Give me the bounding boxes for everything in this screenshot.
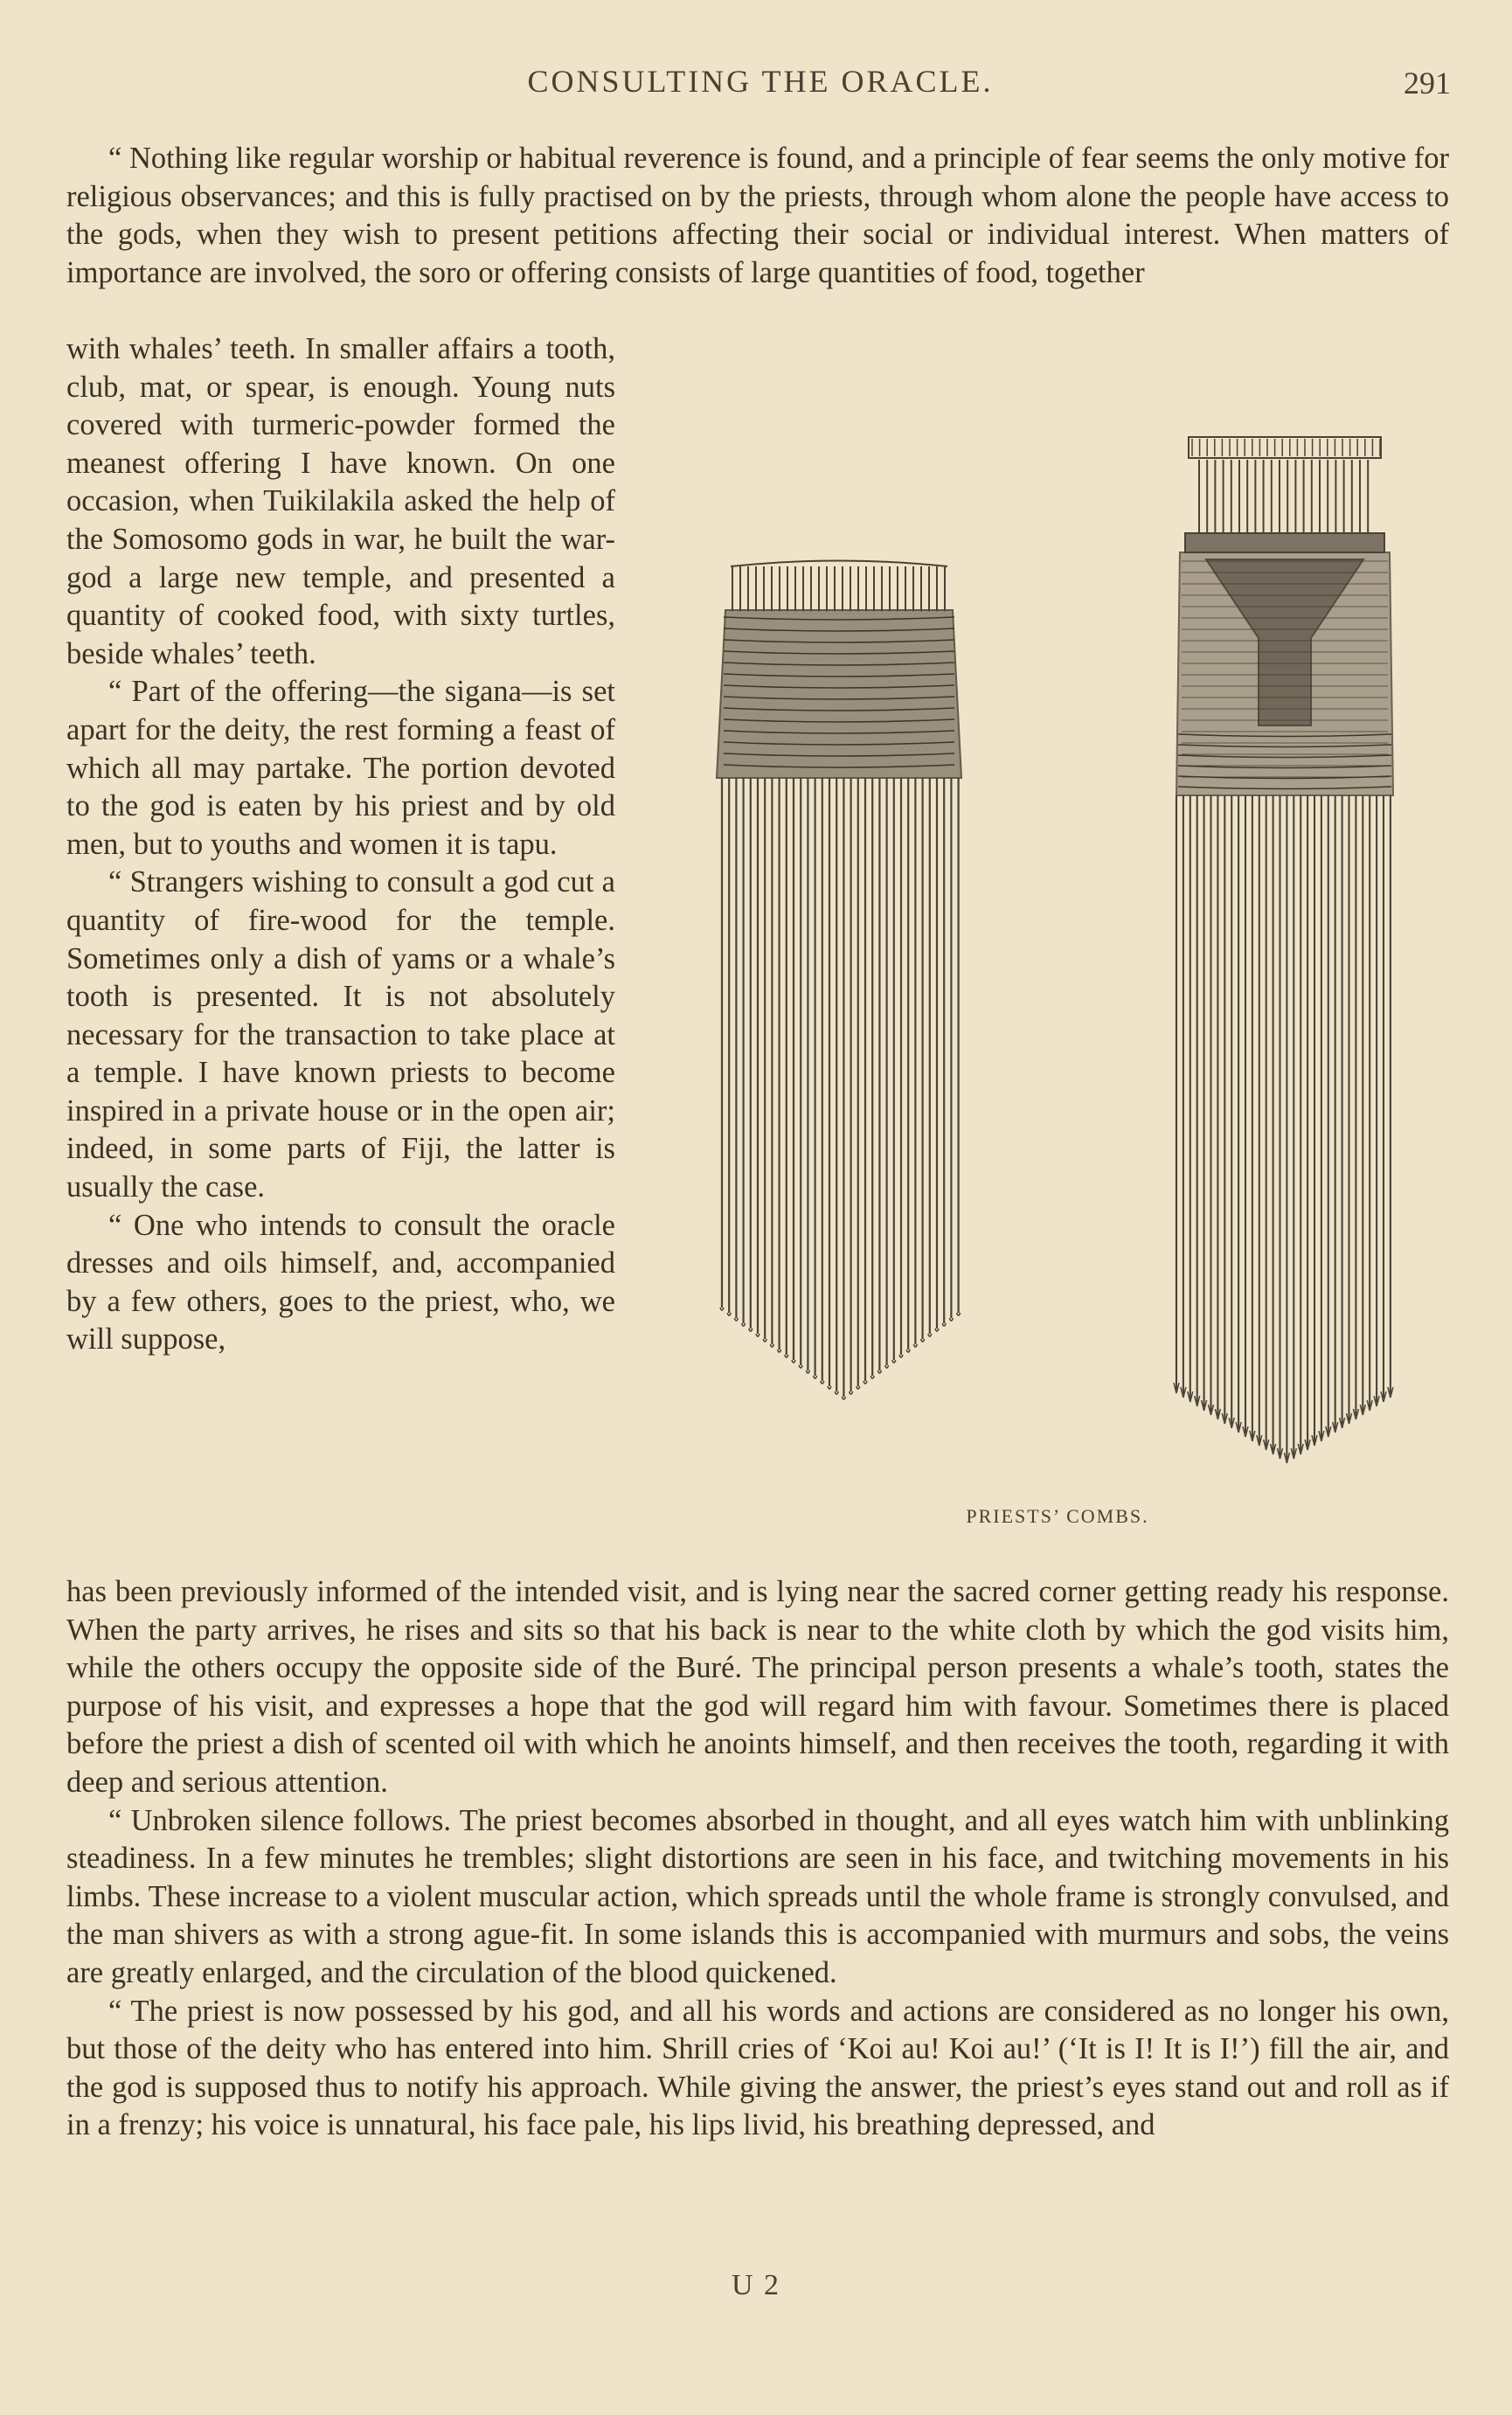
figure-caption: PRIESTS’ COMBS. [966, 1505, 1149, 1527]
running-title: CONSULTING THE ORACLE. [527, 64, 994, 99]
signature-mark: U 2 [731, 2269, 781, 2301]
paragraph: “ Unbroken silence follows. The priest becomes absorbed in thought, and all eyes watch him with unblinking steadiness. In a few minutes he trembles; slight distortions are seen in his face, and twitching movements in his limbs. These increase to a violent muscular action, which spreads until the whole frame is strongly convulsed, and the man shivers as with a strong ague-fit. In some islands this is accompanied with murmurs and sobs, the veins are greatly enlarged, and the circulation of the blood quickened. [66, 1803, 1449, 1989]
bottom-paragraph-block [66, 1573, 1449, 2145]
left-column-text [66, 330, 615, 1359]
page-header [70, 63, 1451, 115]
paragraph: “ One who intends to consult the oracle dresses and oils himself, and, accompanied by a few others, goes to the priest, who, we will suppose, [66, 1208, 615, 1357]
top-paragraph-block [66, 140, 1449, 292]
paragraph: “ Strangers wishing to consult a god cut a quantity of fire-wood for the temple. Sometimes only a dish of yams or a whale’s tooth is presented. It is not absolutely necessary for the transaction to take place at a temple. I have known priests to become inspired in a private house or in the open air; indeed, in some parts of Fiji, the latter is usually the case. [66, 865, 615, 1204]
combs-illustration [664, 411, 1451, 1495]
comb-illustration-left [717, 561, 961, 1400]
comb-illustration-right [1174, 437, 1393, 1463]
paragraph: “ The priest is now possessed by his god, and all his words and actions are considered as no longer his own, but those of the deity who has entered into him. Shrill cries of ‘Koi au! Koi au!’ (‘It is I! It is I!’) fill the air, and the god is supposed thus to notify his approach. While giving the answer, the priest’s eyes stand out and roll as if in a frenzy; his voice is unnatural, his face pale, his lips livid, his breathing depressed, and [66, 1994, 1449, 2142]
paragraph: with whales’ teeth. In smaller affairs a tooth, club, mat, or spear, is enough. Young nuts covered with turmeric-powder formed the meanest offering I have known. On one occasion, when Tuikilakila asked the help of the Somosomo gods in war, he built the war-god a large new temple, and presented a quantity of cooked food, with sixty turtles, beside whales’ teeth. [66, 332, 615, 670]
paragraph: “ Nothing like regular worship or habitual reverence is found, and a principle of fear seems the only motive for religious observances; and this is fully practised on by the priests, through whom alone the people have access to the gods, when they wish to present petitions affecting their social or individual interest. When matters of importance are involved, the soro or offering consists of large quantities of food, together [66, 142, 1449, 289]
priests-combs-figure [664, 411, 1451, 1547]
page-number: 291 [1404, 66, 1451, 101]
paragraph: has been previously informed of the intended visit, and is lying near the sacred corner getting ready his response. When the party arrives, he rises and sits so that his back is near to the white cloth by which the god visits him, while the others occupy the opposite side of the Buré. The principal person presents a whale’s tooth, states the purpose of his visit, and expresses a hope that the god will regard him with favour. Sometimes there is placed before the priest a dish of scented oil with which he anoints himself, and then receives the tooth, regarding it with deep and serious attention. [66, 1575, 1449, 1799]
paragraph: “ Part of the offering—the sigana—is set apart for the deity, the rest forming a feast of which all may partake. The portion devoted to the god is eaten by his priest and by old men, but to youths and women it is tapu. [66, 675, 615, 861]
